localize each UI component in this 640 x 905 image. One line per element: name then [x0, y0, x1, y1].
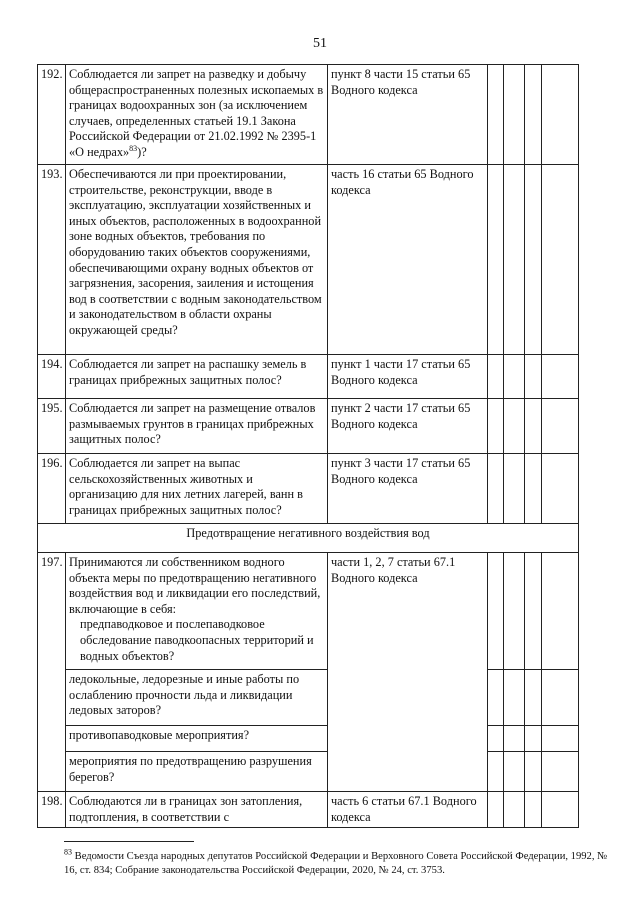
section-header-row — [38, 524, 579, 553]
legal-reference: части 1, 2, 7 статьи 67.1 Водного кодекса — [328, 553, 488, 792]
answer-yes-cell[interactable] — [488, 454, 504, 524]
notes-cell[interactable] — [542, 355, 579, 399]
table-row — [38, 165, 579, 355]
notes-cell[interactable] — [542, 65, 579, 165]
answer-na-cell[interactable] — [525, 454, 542, 524]
answer-no-cell[interactable] — [504, 752, 525, 792]
answer-na-cell[interactable] — [525, 553, 542, 670]
page-number: 51 — [313, 36, 327, 51]
answer-yes-cell[interactable] — [488, 65, 504, 165]
notes-cell[interactable] — [542, 752, 579, 792]
answer-na-cell[interactable] — [525, 752, 542, 792]
answer-no-cell[interactable] — [504, 165, 525, 355]
legal-reference: пункт 1 части 17 статьи 65 Водного кодекса — [328, 355, 488, 399]
answer-no-cell[interactable] — [504, 355, 525, 399]
question-intro: Принимаются ли собственником водного объекта меры по предотвращению негативного воздействия вод и ликвидации его последствий, включающие в себя: — [69, 555, 321, 616]
table-row — [38, 752, 579, 792]
notes-cell[interactable] — [542, 553, 579, 670]
footnote-reference: 83 — [129, 143, 138, 153]
question-text — [66, 65, 328, 165]
question-subitem: предпаводковое и послепаводковое обследование паводкоопасных территорий и водных объектов? — [80, 617, 314, 663]
notes-cell[interactable] — [542, 792, 579, 828]
question-subitem: мероприятия по предотвращению разрушения берегов? — [66, 752, 328, 792]
footnote-text: Ведомости Съезда народных депутатов Российской Федерации и Верховного Совета Российской Федерации, 1992, № 16, ст. 834; Собрание законодательства Российской Федерации, 2020, № 24, ст. 3753. — [64, 851, 608, 876]
question-text: Соблюдается ли запрет на размещение отвалов размываемых грунтов в границах прибрежных защитных полос? — [66, 399, 328, 454]
answer-yes-cell[interactable] — [488, 792, 504, 828]
answer-na-cell[interactable] — [525, 355, 542, 399]
answer-yes-cell[interactable] — [488, 726, 504, 752]
table-row — [38, 399, 579, 454]
notes-cell[interactable] — [542, 399, 579, 454]
section-title: Предотвращение негативного воздействия вод — [38, 524, 579, 553]
answer-yes-cell[interactable] — [488, 355, 504, 399]
answer-na-cell[interactable] — [525, 670, 542, 726]
table-row — [38, 670, 579, 726]
answer-no-cell[interactable] — [504, 65, 525, 165]
answer-na-cell[interactable] — [525, 726, 542, 752]
question-text-body: Соблюдается ли запрет на разведку и добычу общераспространенных полезных ископаемых в границах водоохранных зон (за исключением случаев, определенных статьей 19.1 Закона Российской Федерации от 21.02.1992 № 2395-1 «О недрах» — [69, 67, 324, 159]
question-text-end: )? — [137, 144, 147, 159]
answer-yes-cell[interactable] — [488, 752, 504, 792]
question-text: Соблюдается ли запрет на распашку земель в границах прибрежных защитных полос? — [66, 355, 328, 399]
answer-yes-cell[interactable] — [488, 165, 504, 355]
footnote-mark: 83 — [64, 847, 72, 857]
legal-reference: часть 16 статьи 65 Водного кодекса — [328, 165, 488, 355]
question-text — [66, 553, 328, 670]
answer-no-cell[interactable] — [504, 792, 525, 828]
row-number: 193. — [38, 165, 66, 355]
question-text: Соблюдаются ли в границах зон затопления, подтопления, в соответствии с — [66, 792, 328, 828]
notes-cell[interactable] — [542, 454, 579, 524]
row-number: 192. — [38, 65, 66, 165]
notes-cell[interactable] — [542, 165, 579, 355]
requirements-table — [37, 64, 579, 828]
answer-no-cell[interactable] — [504, 399, 525, 454]
answer-no-cell[interactable] — [504, 726, 525, 752]
answer-no-cell[interactable] — [504, 553, 525, 670]
answer-yes-cell[interactable] — [488, 399, 504, 454]
answer-no-cell[interactable] — [504, 454, 525, 524]
row-number: 197. — [38, 553, 66, 792]
answer-yes-cell[interactable] — [488, 670, 504, 726]
footnote-divider — [64, 841, 194, 842]
legal-reference: пункт 2 части 17 статьи 65 Водного кодекса — [328, 399, 488, 454]
notes-cell[interactable] — [542, 726, 579, 752]
answer-na-cell[interactable] — [525, 399, 542, 454]
answer-na-cell[interactable] — [525, 792, 542, 828]
notes-cell[interactable] — [542, 670, 579, 726]
row-number: 198. — [38, 792, 66, 828]
table-row — [38, 792, 579, 828]
question-text: Обеспечиваются ли при проектировании, строительстве, реконструкции, вводе в эксплуатацию, эксплуатации хозяйственных и иных объектов, расположенных в водоохранной зоне водных объектов, требования по оборудованию таких объектов сооружениями, обеспечивающими охрану водных объектов от загрязнения, засорения, заиления и истощения вод в соответствии с водным законодательством и законодательством в области охраны окружающей среды? — [66, 165, 328, 355]
legal-reference: пункт 8 части 15 статьи 65 Водного кодекса — [328, 65, 488, 165]
table-row — [38, 355, 579, 399]
row-number: 196. — [38, 454, 66, 524]
question-text: Соблюдается ли запрет на выпас сельскохозяйственных животных и организацию для них летних лагерей, ванн в границах прибрежных защитных полос? — [66, 454, 328, 524]
legal-reference: пункт 3 части 17 статьи 65 Водного кодекса — [328, 454, 488, 524]
answer-yes-cell[interactable] — [488, 553, 504, 670]
answer-no-cell[interactable] — [504, 670, 525, 726]
answer-na-cell[interactable] — [525, 165, 542, 355]
table-row — [38, 65, 579, 165]
table-row — [38, 726, 579, 752]
row-number: 194. — [38, 355, 66, 399]
question-subitem: противопаводковые мероприятия? — [66, 726, 328, 752]
table-row — [38, 454, 579, 524]
legal-reference: часть 6 статьи 67.1 Водного кодекса — [328, 792, 488, 828]
table-row — [38, 553, 579, 670]
footnote — [64, 847, 612, 878]
question-subitem: ледокольные, ледорезные и иные работы по ослаблению прочности льда и ликвидации ледовых заторов? — [66, 670, 328, 726]
answer-na-cell[interactable] — [525, 65, 542, 165]
row-number: 195. — [38, 399, 66, 454]
